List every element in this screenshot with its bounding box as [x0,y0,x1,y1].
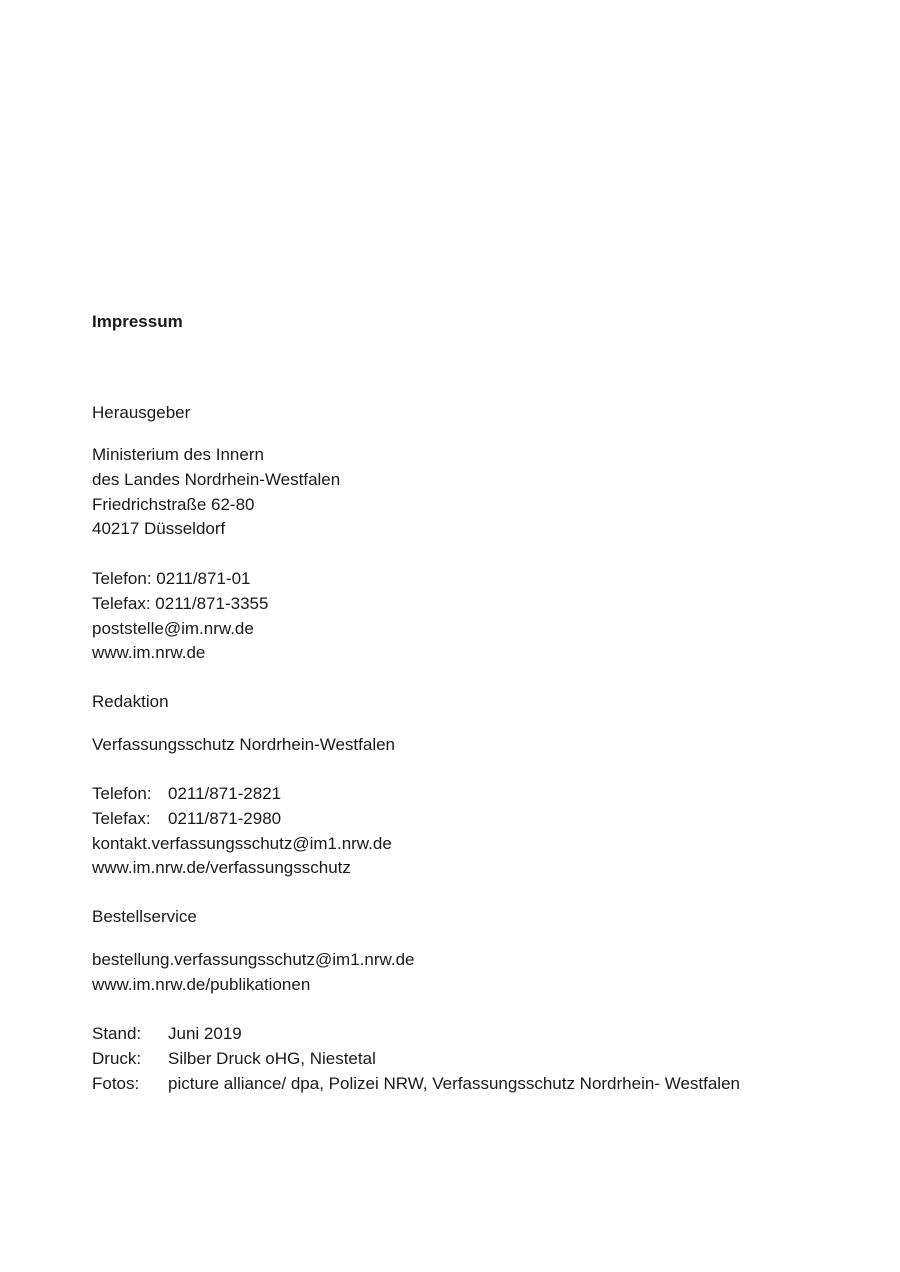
fotos-row [92,1072,740,1097]
redaktion-fax-row [92,807,392,832]
redaktion-contact [92,782,392,881]
address-line: Ministerium des Innern [92,445,264,464]
herausgeber-contact [92,567,268,666]
druck-label: Druck: [92,1048,142,1068]
herausgeber-heading: Herausgeber [92,403,191,422]
bestellservice-contact [92,948,414,998]
druck-value: Silber Druck oHG, Niestetal [168,1048,376,1068]
bestellservice-email-link[interactable]: bestellung.verfassungsschutz@im1.nrw.de [92,950,415,969]
stand-label: Stand: [92,1024,142,1043]
bestellservice-heading: Bestellservice [92,907,197,926]
fax-value: 0211/871-2980 [168,808,282,828]
stand-row [92,1022,740,1047]
redaktion-phone-row [92,782,392,807]
herausgeber-address [92,443,340,542]
address-line: des Landes Nordrhein-Westfalen [92,469,341,489]
phone-value: 0211/871-2821 [168,784,282,803]
phone-line: Telefon: 0211/871-01 [92,569,251,588]
redaktion-heading: Redaktion [92,692,169,711]
fotos-label: Fotos: [92,1073,140,1093]
publication-meta [92,1022,740,1096]
fax-line: Telefax: 0211/871-3355 [92,593,269,613]
fotos-value: picture alliance/ dpa, Polizei NRW, Verfassungsschutz Nordrhein- Westfalen [168,1073,740,1093]
stand-value: Juni 2019 [168,1024,242,1043]
phone-label: Telefon: [92,784,152,803]
address-line: Friedrichstraße 62-80 [92,494,255,514]
email-link[interactable]: poststelle@im.nrw.de [92,618,254,638]
redaktion-website-link[interactable]: www.im.nrw.de/verfassungsschutz [92,858,351,878]
redaktion-email-link[interactable]: kontakt.verfassungsschutz@im1.nrw.de [92,833,392,853]
fax-label: Telefax: [92,808,151,828]
imprint-page [92,0,872,1272]
website-link[interactable]: www.im.nrw.de [92,643,206,663]
page-title: Impressum [92,312,183,331]
druck-row [92,1047,740,1072]
address-line: 40217 Düsseldorf [92,519,226,539]
redaktion-name: Verfassungsschutz Nordrhein-Westfalen [92,735,396,754]
bestellservice-website-link[interactable]: www.im.nrw.de/publikationen [92,974,311,994]
